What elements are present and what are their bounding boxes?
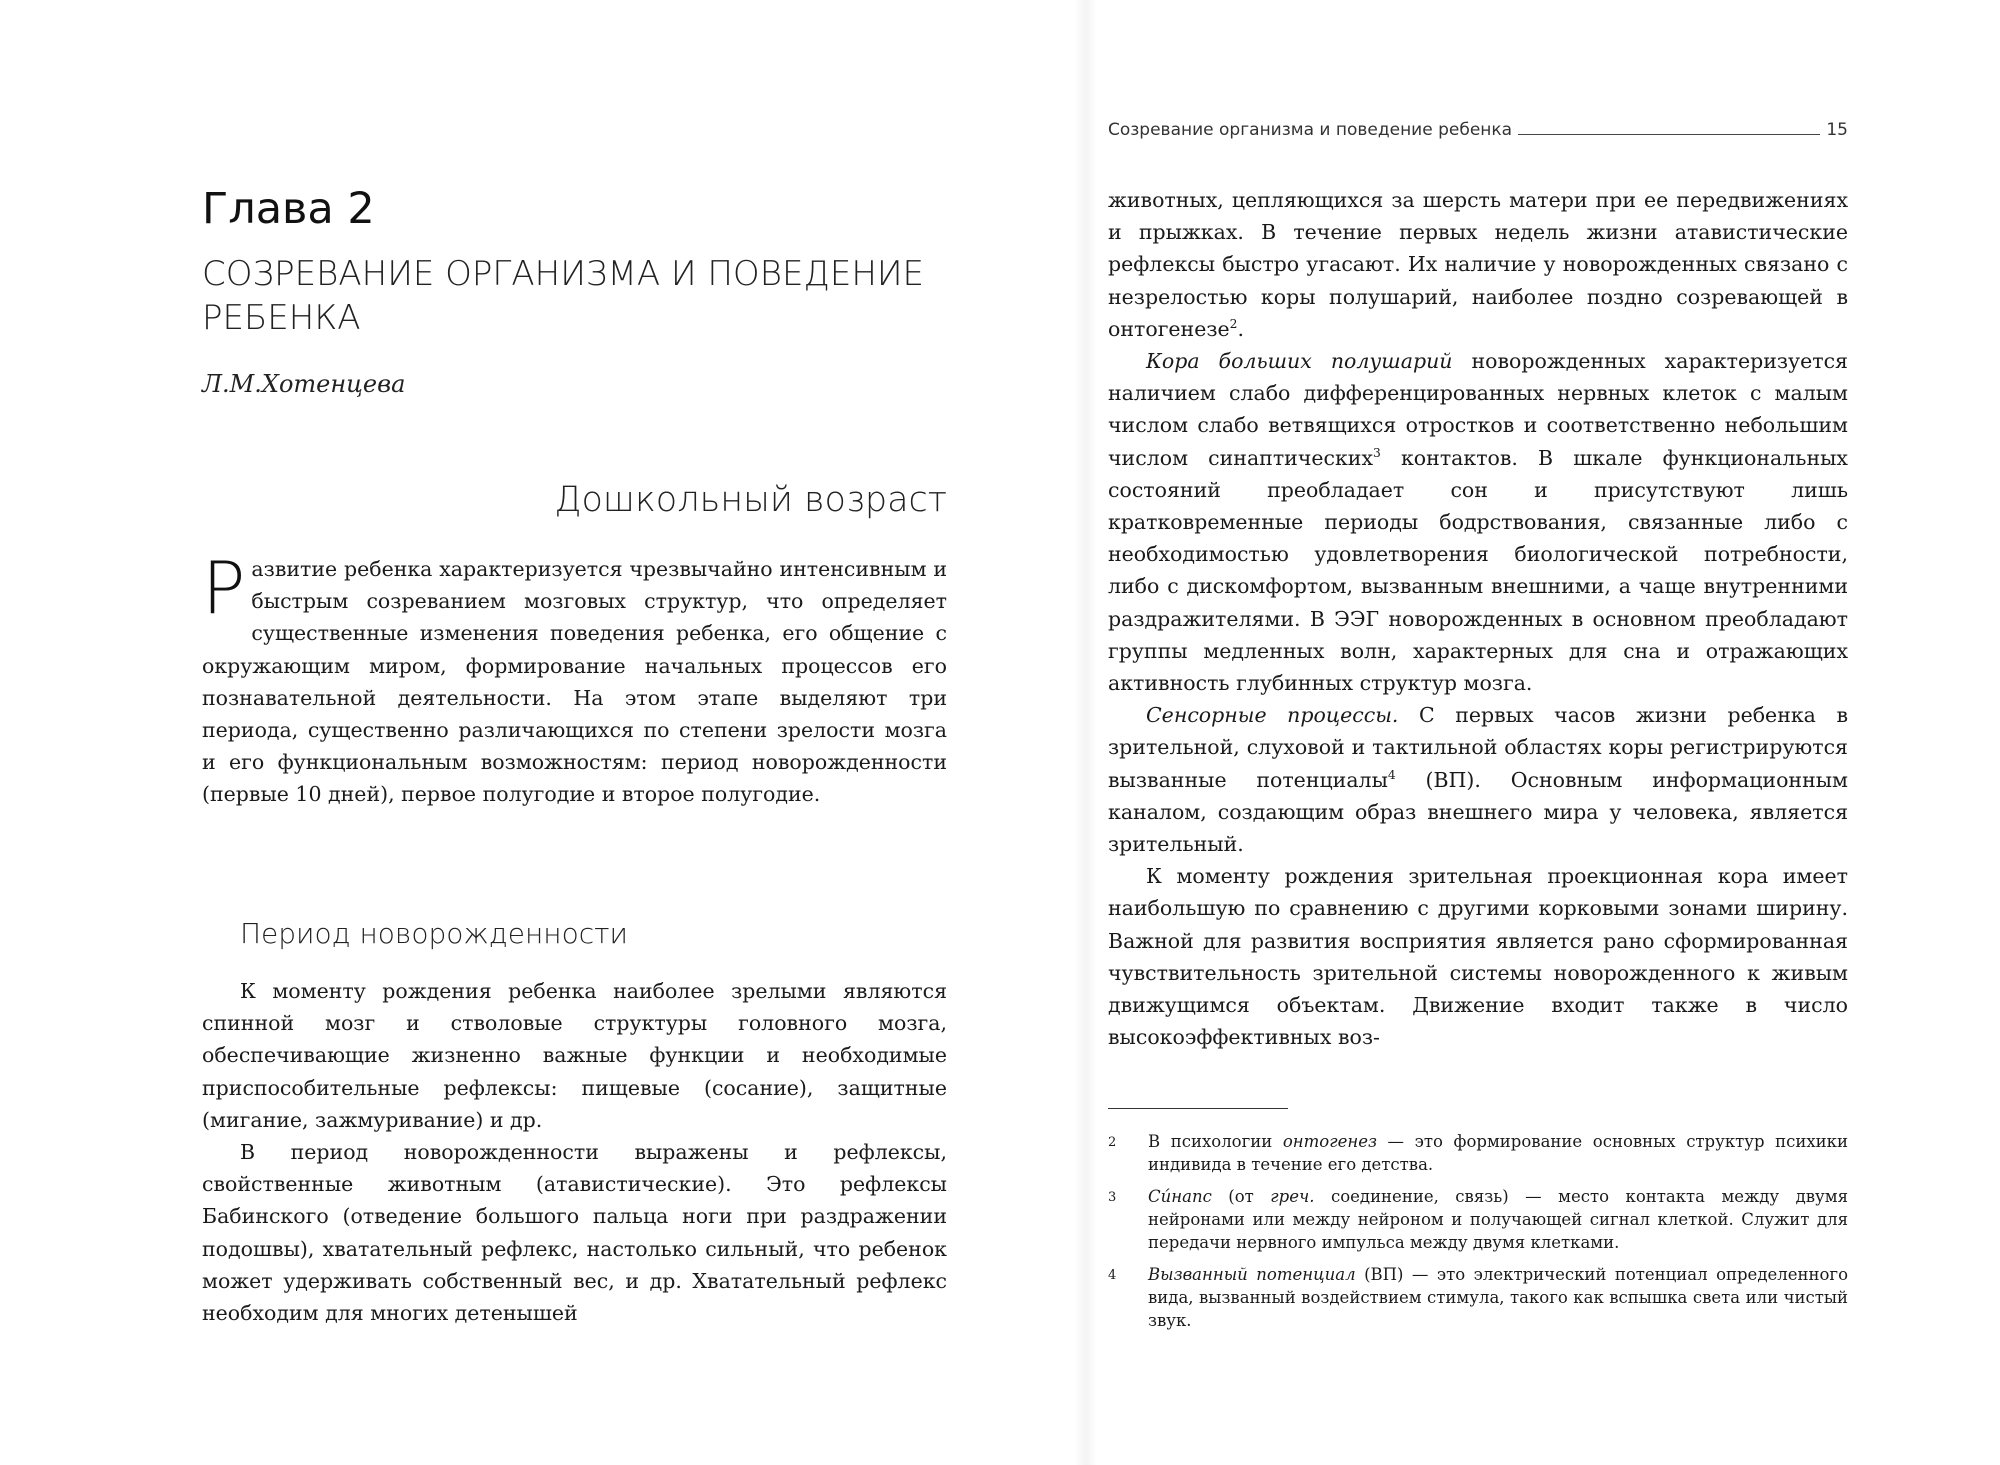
right-body [1108,184,1848,1053]
left-page [202,0,947,1465]
section-title: Дошкольный возраст [554,480,947,520]
footnote-ref: 4 [1387,767,1396,782]
paragraph-text: С первых часов жизни ребенка в зрительной, слуховой и тактильной областях коры регистрируются вызванные потенциалы [1108,703,1848,792]
paragraph: К моменту рождения ребенка наиболее зрелыми являются спинной мозг и стволовые структуры головного мозга, обеспечивающие жизненно важные функции и необходимые приспособительные рефлексы: пищевые (сосание), защитные (мигание, зажмуривание) и др. [202,979,947,1132]
dropcap: Р [202,546,246,630]
right-page [1108,0,1848,1465]
footnote-number: 3 [1108,1190,1117,1205]
footnote-term: Си́напс [1148,1187,1212,1206]
footnote-rule [1108,1108,1288,1109]
paragraph-text: животных, цепляющихся за шерсть матери при ее передвижениях и прыжках. В течение первых недель жизни атавистические рефлексы быстро угасают. Их наличие у новорожденных связано с незрелостью коры полушарий, наиболее поздно созревающей в онтогенезе [1108,188,1848,341]
footnote-text [1148,1185,1848,1254]
paragraph-text: контактов. В шкале функциональных состояний преобладает сон и присутствуют лишь кратковременные периоды бодрствования, связанные либо с необходимостью удовлетворения биологической потребности, либо с дискомфортом, вызванным внешними, а чаще внутренними раздражителями. В ЭЭГ новорожденных в основном преобладают группы медленных волн, характерных для сна и отражающих активность глубинных структур мозга. [1108,445,1848,696]
paragraph [1108,345,1848,699]
running-head-rule [1518,134,1820,135]
running-head [1108,120,1848,140]
page-gutter [1075,0,1097,1465]
paragraph-text: . [1237,316,1245,341]
author: Л.М.Хотенцева [202,370,406,398]
footnote-text [1148,1130,1848,1176]
chapter-title: СОЗРЕВАНИЕ ОРГАНИЗМА И ПОВЕДЕНИЕ РЕБЕНКА [202,254,925,338]
footnote-post: соединение, связь) — место контакта между двумя нейронами или между нейроном и получающей сигнал клеткой. Служит для передачи нервного импульса между двумя клетками. [1148,1187,1848,1252]
footnotes [1108,1130,1848,1341]
footnote [1108,1263,1848,1332]
footnote-post: — это формирование основных структур психики индивида в течение его детства. [1148,1132,1848,1174]
paragraph [1108,184,1848,345]
footnote-post: (ВП) — это электрический потенциал определенного вида, вызванный воздействием стимула, такого как вспышка света или чистый звук. [1148,1265,1849,1330]
term-italic: Сенсорные процессы. [1146,703,1399,728]
footnote-number: 2 [1108,1135,1117,1150]
paragraph-text: новорожденных характеризуется наличием слабо дифференцированных нервных клеток с малым числом слабо ветвящихся отростков и соответственно небольшим числом синаптических [1108,349,1848,470]
footnote-text [1148,1263,1848,1332]
left-body [202,975,947,1329]
subsection-title: Период новорожденности [240,917,628,950]
footnote [1108,1185,1848,1254]
footnote-ref: 2 [1229,316,1238,331]
footnote-abbr: греч. [1270,1187,1315,1206]
paragraph [1108,699,1848,860]
intro-text [202,546,947,811]
footnote [1108,1130,1848,1176]
footnote-ref: 3 [1373,445,1381,460]
footnote-term: онтогенез [1282,1132,1377,1151]
term-italic: Кора больших полушарий [1146,349,1453,374]
running-head-title: Созревание организма и поведение ребенка [1108,120,1513,140]
page-number: 15 [1826,120,1848,140]
intro-paragraph [202,546,947,811]
intro-body: азвитие ребенка характеризуется чрезвычайно интенсивным и быстрым созреванием мозговых структур, что определяет существенные изменения поведения ребенка, его общение с окружающим миром, формирование начальных процессов его познавательной деятельности. На этом этапе выделяют три периода, существенно различающихся по степени зрелости мозга и его функциональным возможностям: период новорожденности (первые 10 дней), первое полугодие и второе полугодие. [202,557,947,807]
paragraph-text: (ВП). Основным информационным каналом, создающим образ внешнего мира у человека, является зрительный. [1108,767,1849,857]
paragraph: В период новорожденности выражены и рефлексы, свойственные животным (атавистические). Это рефлексы Бабинского (отведение большого пальца ноги при раздражении подошвы), хватательный рефлекс, настолько сильный, что ребенок может удерживать собственный вес, и др. Хватательный рефлекс необходим для многих детенышей [202,1140,947,1326]
footnote-mid: (от [1211,1187,1271,1206]
footnote-number: 4 [1108,1268,1117,1283]
footnote-term: Вызванный потенциал [1148,1265,1356,1284]
chapter-number: Глава 2 [202,184,375,234]
footnote-pre: В психологии [1148,1132,1283,1151]
paragraph: К моменту рождения зрительная проекционная кора имеет наибольшую по сравнению с другими корковыми зонами ширину. Важной для развития восприятия является рано сформированная чувствительность зрительной системы новорожденного к живым движущимся объектам. Движение входит также в число высокоэффективных воз- [1108,864,1848,1050]
